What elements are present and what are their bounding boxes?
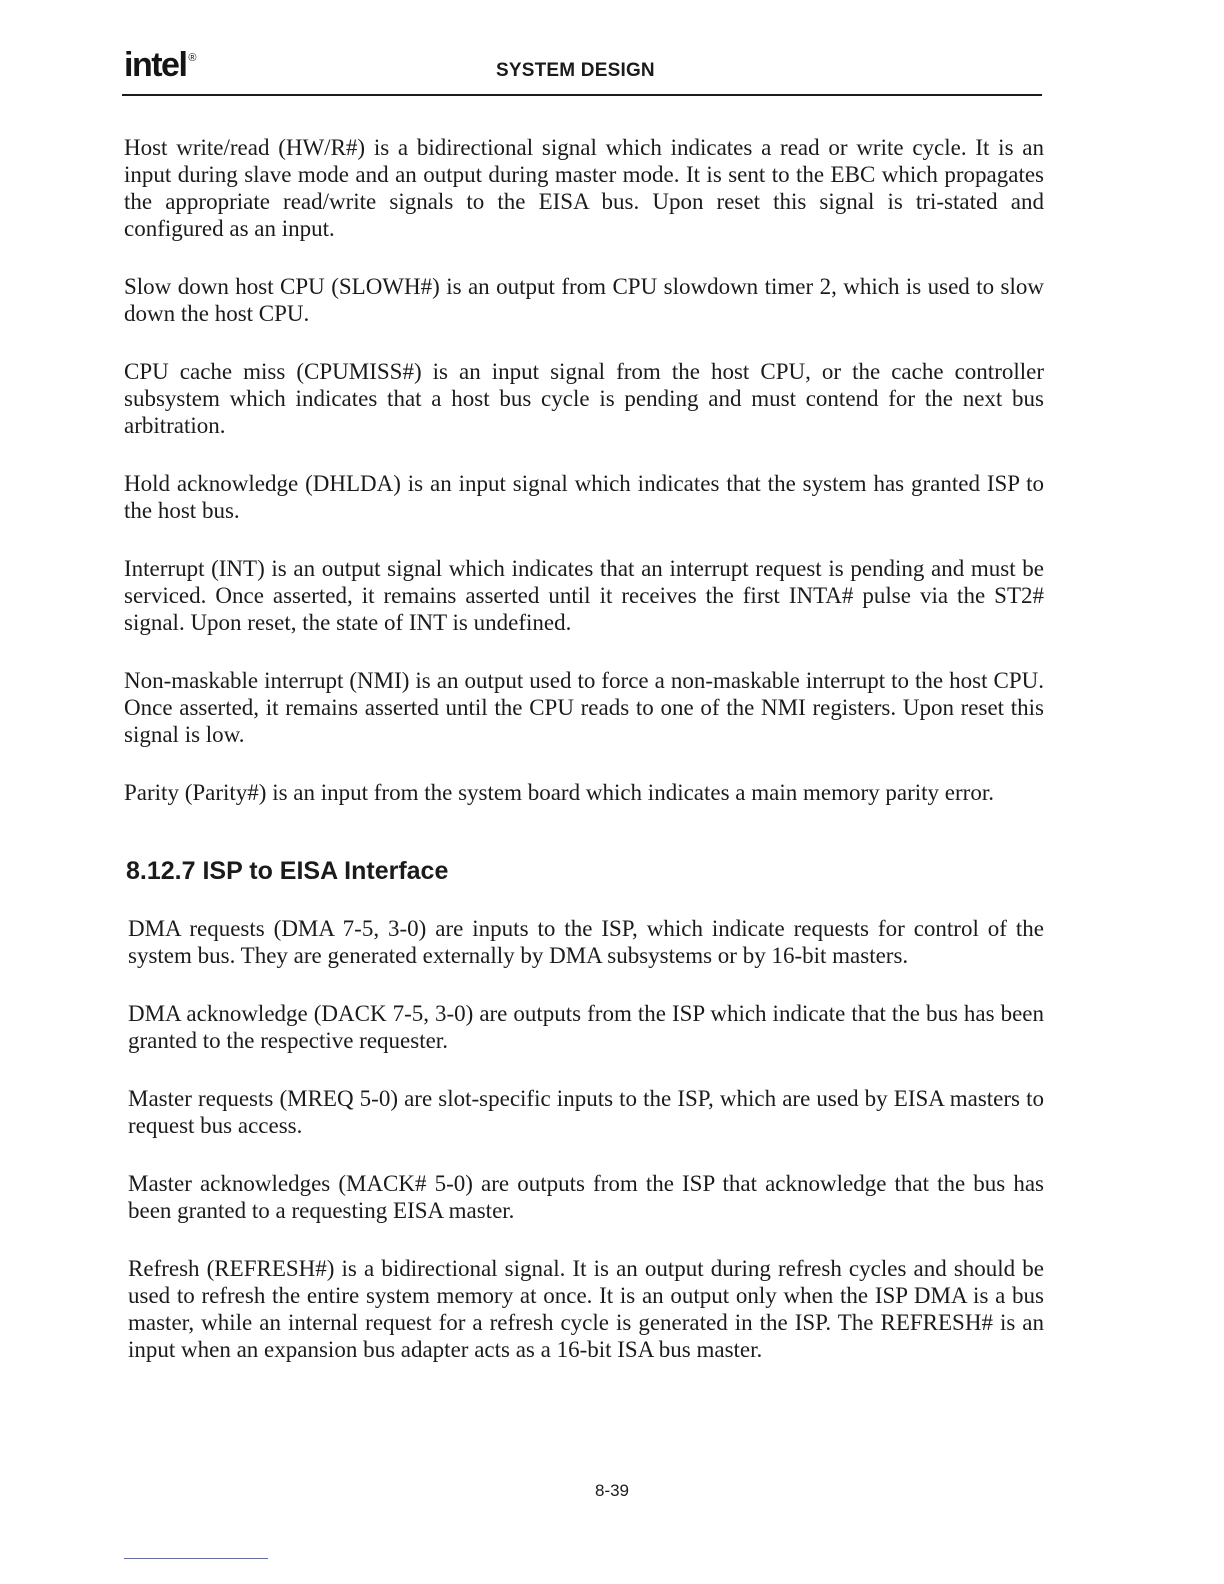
paragraph-cpumiss: CPU cache miss (CPUMISS#) is an input signal from the host CPU, or the cache controller subsystem which indicates that a host bus cycle is pending and must contend for the next bus arbitration. <box>124 359 1044 438</box>
paragraph-master-acknowledges: Master acknowledges (MACK# 5-0) are outputs from the ISP that acknowledge that the bus has been granted to a requesting EISA master. <box>128 1171 1044 1223</box>
paragraph-master-requests: Master requests (MREQ 5-0) are slot-specific inputs to the ISP, which are used by EISA masters to request bus access. <box>128 1086 1044 1138</box>
paragraph-int: Interrupt (INT) is an output signal which indicates that an interrupt request is pending and must be serviced. Once asserted, it remains asserted until it receives the first INTA# pulse via the ST2# signal. Upon reset, the state of INT is undefined. <box>124 556 1044 635</box>
page-body <box>124 134 1044 1394</box>
running-header-title: SYSTEM DESIGN <box>496 60 655 81</box>
paragraph-hw-r: Host write/read (HW/R#) is a bidirectional signal which indicates a read or write cycle. It is an input during slave mode and an output during master mode. It is sent to the EBC which propagates the appropriate read/write signals to the EISA bus. Upon reset this signal is tri-stated and configured as an input. <box>124 135 1044 241</box>
paragraph-nmi: Non-maskable interrupt (NMI) is an output used to force a non-maskable interrupt to the host CPU. Once asserted, it remains asserted until the CPU reads to one of the NMI registers. Upon reset this signal is low. <box>124 668 1044 747</box>
paragraph-dma-requests: DMA requests (DMA 7-5, 3-0) are inputs to the ISP, which indicate requests for control of the system bus. They are generated externally by DMA subsystems or by 16-bit masters. <box>128 916 1044 968</box>
registered-mark: ® <box>188 52 197 64</box>
paragraph-parity: Parity (Parity#) is an input from the system board which indicates a main memory parity error. <box>124 780 994 805</box>
paragraph-refresh: Refresh (REFRESH#) is a bidirectional signal. It is an output during refresh cycles and should be used to refresh the entire system memory at once. It is an output only when the ISP DMA is a bus master, while an internal request for a refresh cycle is generated in the ISP. The REFRESH# is an input when an expansion bus adapter acts as a 16-bit ISA bus master. <box>128 1256 1044 1362</box>
footer-rule <box>124 1558 268 1559</box>
header-rule <box>122 94 1042 96</box>
paragraph-dma-acknowledge: DMA acknowledge (DACK 7-5, 3-0) are outputs from the ISP which indicate that the bus has been granted to the respective requester. <box>128 1001 1044 1053</box>
section-heading: 8.12.7 ISP to EISA Interface <box>126 857 449 885</box>
page-number: 8-39 <box>594 1481 630 1500</box>
logo-text: intel <box>124 46 187 84</box>
paragraph-slowh: Slow down host CPU (SLOWH#) is an output from CPU slowdown timer 2, which is used to slow down the host CPU. <box>124 274 1044 326</box>
paragraph-dhlda: Hold acknowledge (DHLDA) is an input signal which indicates that the system has granted ISP to the host bus. <box>124 471 1044 523</box>
section-body <box>124 915 1044 1363</box>
intel-logo <box>124 46 197 85</box>
